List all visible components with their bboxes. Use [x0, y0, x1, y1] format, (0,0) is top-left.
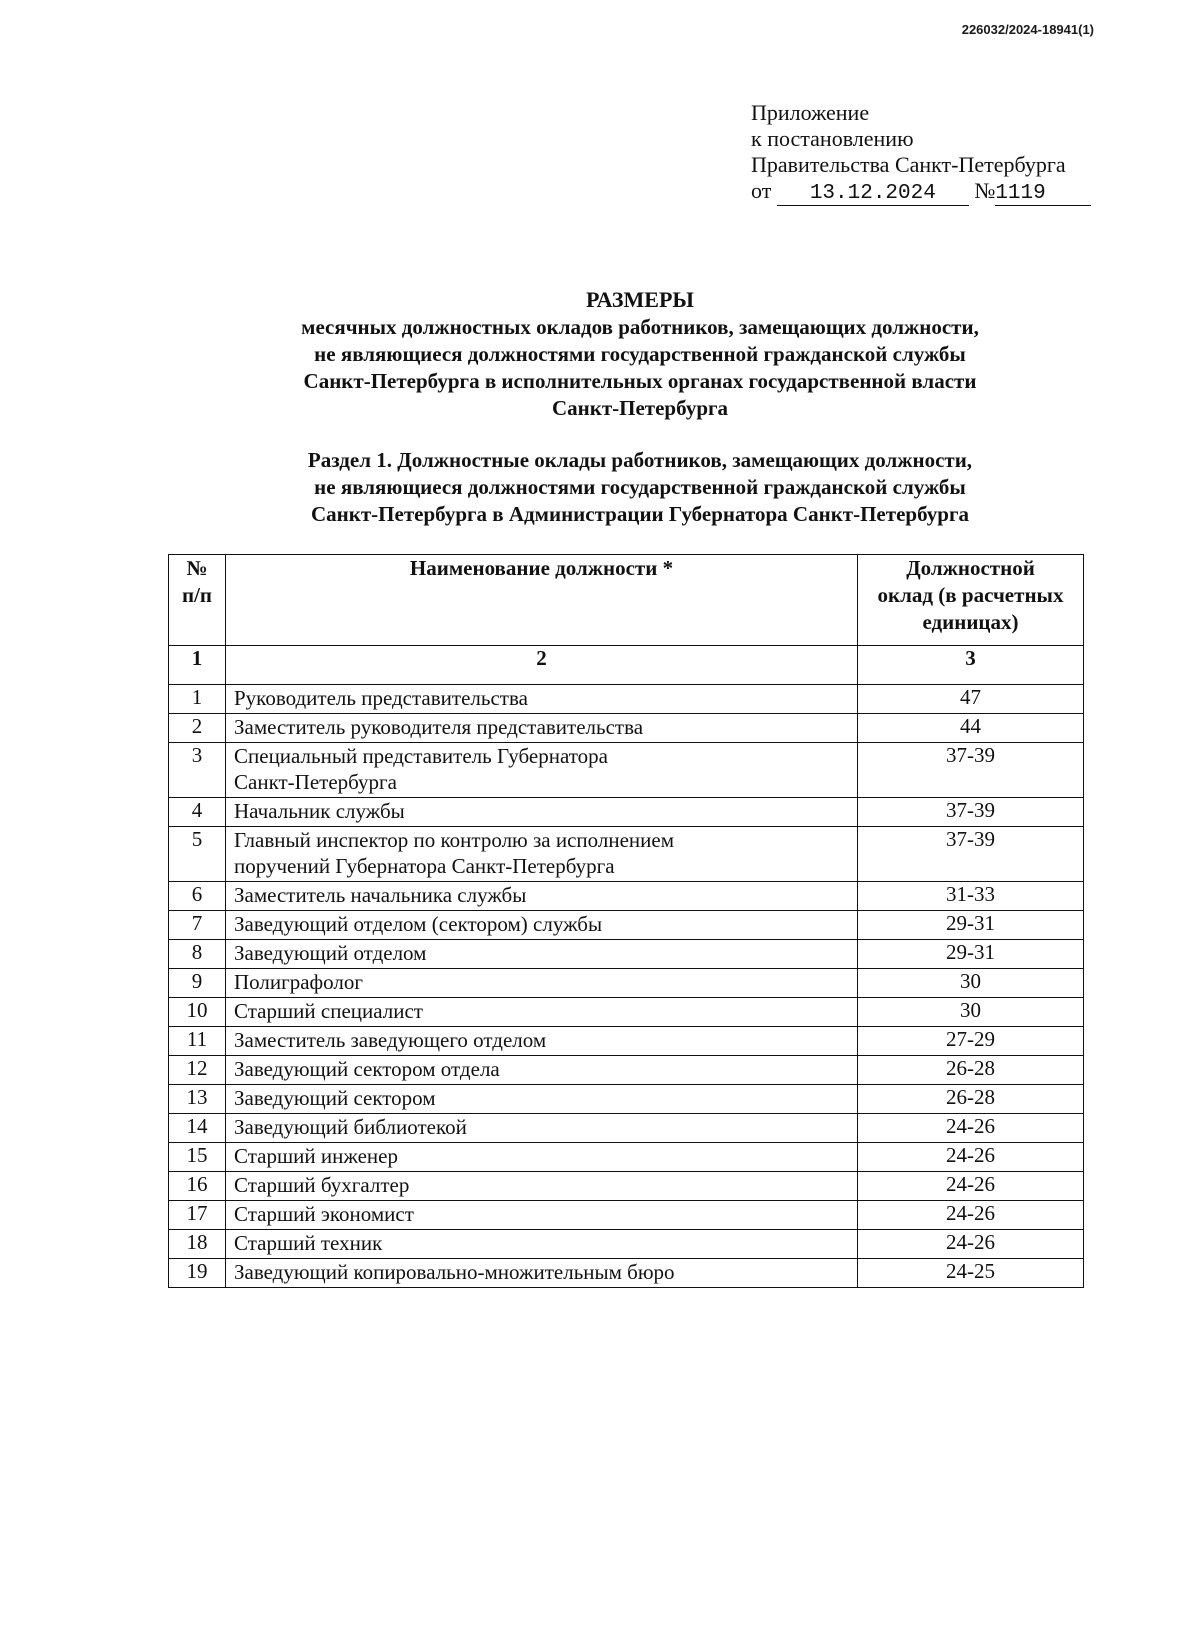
resolution-date: 13.12.2024: [777, 183, 969, 206]
row-number: 14: [169, 1114, 226, 1143]
positions-table: [168, 554, 1084, 1288]
salary-rate: 29-31: [858, 911, 1084, 940]
number-prefix: №: [974, 178, 996, 203]
row-number: 10: [169, 998, 226, 1027]
section-heading: [160, 447, 1120, 528]
position-name-line: Заведующий копировально-множительным бюро: [234, 1260, 675, 1284]
header-salary-line: оклад (в расчетных: [877, 583, 1064, 607]
position-name: [226, 714, 858, 743]
date-prefix: от: [751, 178, 772, 203]
salary-rate: 26-28: [858, 1056, 1084, 1085]
position-name-line: Заместитель заведующего отделом: [234, 1028, 547, 1052]
table-row: [169, 940, 1084, 969]
title-line: месячных должностных окладов работников, замещающих должности,: [301, 315, 979, 339]
salary-rate: 24-26: [858, 1172, 1084, 1201]
header-salary: [858, 555, 1084, 646]
position-name-line: Старший специалист: [234, 999, 423, 1023]
position-name-line: Заведующий отделом: [234, 941, 427, 965]
position-name: [226, 969, 858, 998]
section-line: Санкт-Петербурга в Администрации Губернатора Санкт-Петербурга: [310, 502, 969, 526]
table-row: [169, 1201, 1084, 1230]
salary-rate: 31-33: [858, 882, 1084, 911]
salary-rate: 24-26: [858, 1114, 1084, 1143]
appendix-line-3: Правительства Санкт-Петербурга: [751, 152, 1066, 177]
header-position-name: Наименование должности *: [226, 555, 858, 646]
section-line: Раздел 1. Должностные оклады работников, замещающих должности,: [307, 448, 973, 472]
position-name: [226, 743, 858, 798]
header-salary-line: Должностной: [906, 556, 1035, 580]
position-name-line: Заведующий сектором: [234, 1086, 436, 1110]
row-number: 5: [169, 827, 226, 882]
salary-rate: 30: [858, 969, 1084, 998]
salary-rate: 29-31: [858, 940, 1084, 969]
position-name: [226, 911, 858, 940]
salary-rate: 24-26: [858, 1201, 1084, 1230]
table-row: [169, 1056, 1084, 1085]
row-number: 6: [169, 882, 226, 911]
appendix-block: [751, 100, 1091, 206]
table-row: [169, 1114, 1084, 1143]
salary-rate: 30: [858, 998, 1084, 1027]
salary-rate: 37-39: [858, 743, 1084, 798]
salary-rate: 24-25: [858, 1259, 1084, 1288]
position-name: [226, 798, 858, 827]
document-title: [160, 286, 1120, 422]
row-number: 1: [169, 685, 226, 714]
table-row: [169, 911, 1084, 940]
row-number: 13: [169, 1085, 226, 1114]
column-index: 3: [858, 646, 1084, 685]
table-header-row: [169, 555, 1084, 646]
salary-rate: 37-39: [858, 827, 1084, 882]
position-name-line: Санкт-Петербурга: [234, 770, 397, 794]
column-index-row: [169, 646, 1084, 685]
table-row: [169, 882, 1084, 911]
header-salary-line: единицах): [922, 610, 1019, 634]
position-name-line: Заместитель начальника службы: [234, 883, 527, 907]
salary-rate: 37-39: [858, 798, 1084, 827]
section-line: не являющиеся должностями государственной гражданской службы: [314, 475, 966, 499]
position-name: [226, 998, 858, 1027]
row-number: 7: [169, 911, 226, 940]
header-number: [169, 555, 226, 646]
position-name: [226, 1114, 858, 1143]
position-name-line: Заведующий сектором отдела: [234, 1057, 500, 1081]
position-name: [226, 1230, 858, 1259]
position-name-line: Главный инспектор по контролю за исполнением: [234, 828, 674, 852]
table-row: [169, 1259, 1084, 1288]
position-name-line: Старший экономист: [234, 1202, 414, 1226]
table-row: [169, 685, 1084, 714]
column-index: 1: [169, 646, 226, 685]
position-name-line: Старший техник: [234, 1231, 383, 1255]
title-line: не являющиеся должностями государственной гражданской службы: [314, 342, 966, 366]
position-name: [226, 1172, 858, 1201]
salary-rate: 24-26: [858, 1143, 1084, 1172]
appendix-line-2: к постановлению: [751, 126, 914, 151]
table-row: [169, 714, 1084, 743]
table-row: [169, 798, 1084, 827]
header-number-line: п/п: [181, 583, 213, 607]
salary-rate: 44: [858, 714, 1084, 743]
position-name: [226, 1027, 858, 1056]
salary-rate: 47: [858, 685, 1084, 714]
position-name-line: поручений Губернатора Санкт-Петербурга: [234, 854, 615, 878]
table-row: [169, 969, 1084, 998]
title-line: Санкт-Петербурга в исполнительных органах государственной власти: [303, 369, 977, 393]
position-name: [226, 1201, 858, 1230]
position-name: [226, 685, 858, 714]
table-row: [169, 1230, 1084, 1259]
salary-rate: 26-28: [858, 1085, 1084, 1114]
position-name-line: Полиграфолог: [234, 970, 363, 994]
title-line: Санкт-Петербурга: [551, 396, 729, 420]
position-name-line: Специальный представитель Губернатора: [234, 744, 608, 768]
row-number: 11: [169, 1027, 226, 1056]
row-number: 3: [169, 743, 226, 798]
position-name: [226, 1085, 858, 1114]
position-name-line: Начальник службы: [234, 799, 405, 823]
row-number: 8: [169, 940, 226, 969]
position-name-line: Руководитель представительства: [234, 686, 528, 710]
resolution-number: 1119: [995, 183, 1091, 206]
position-name: [226, 1259, 858, 1288]
table-row: [169, 1027, 1084, 1056]
row-number: 19: [169, 1259, 226, 1288]
table-row: [169, 1143, 1084, 1172]
position-name: [226, 1056, 858, 1085]
row-number: 15: [169, 1143, 226, 1172]
column-index: 2: [226, 646, 858, 685]
table-row: [169, 1085, 1084, 1114]
salary-rate: 27-29: [858, 1027, 1084, 1056]
position-name-line: Заместитель руководителя представительства: [234, 715, 644, 739]
table-row: [169, 1172, 1084, 1201]
position-name-line: Заведующий отделом (сектором) службы: [234, 912, 603, 936]
document-id: 226032/2024-18941(1): [961, 22, 1094, 37]
header-number-line: №: [186, 556, 208, 580]
row-number: 4: [169, 798, 226, 827]
title-main: РАЗМЕРЫ: [585, 287, 695, 312]
position-name: [226, 1143, 858, 1172]
row-number: 18: [169, 1230, 226, 1259]
row-number: 12: [169, 1056, 226, 1085]
table-row: [169, 998, 1084, 1027]
position-name-line: Старший бухгалтер: [234, 1173, 410, 1197]
appendix-date-line: [751, 178, 1091, 206]
position-name: [226, 882, 858, 911]
table-row: [169, 743, 1084, 798]
position-name: [226, 940, 858, 969]
table-row: [169, 827, 1084, 882]
row-number: 2: [169, 714, 226, 743]
row-number: 17: [169, 1201, 226, 1230]
appendix-line-1: Приложение: [751, 100, 870, 125]
position-name-line: Заведующий библиотекой: [234, 1115, 467, 1139]
row-number: 16: [169, 1172, 226, 1201]
table-body: [169, 685, 1084, 1288]
salary-rate: 24-26: [858, 1230, 1084, 1259]
position-name: [226, 827, 858, 882]
position-name-line: Старший инженер: [234, 1144, 398, 1168]
row-number: 9: [169, 969, 226, 998]
